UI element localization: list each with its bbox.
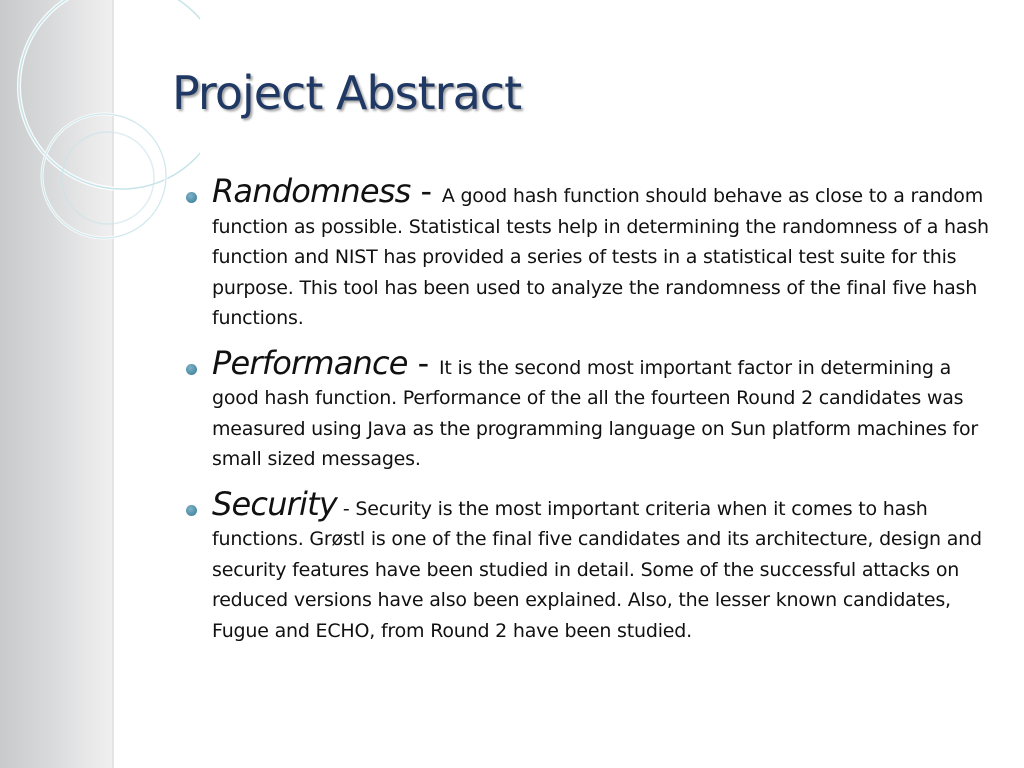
bullet-dot-icon: [186, 505, 197, 516]
bullet-list: [186, 172, 992, 660]
bullet-text: It is the second most important factor in determining a good hash function. Performance of the all the fourteen Round 2 candidates was measured using Java as the programming language on Sun platform machines for small sized messages.: [212, 356, 979, 470]
bullet-text: Security is the most important criteria when it comes to hash functions. Grøstl is one of the final five candidates and its architecture, design and security features have been studied in detail. Some of the successful attacks on reduced versions have also been explained. Also, the lesser known candidates, Fugue and ECHO, from Round 2 have been studied.: [212, 497, 982, 642]
bullet-term: Randomness: [212, 172, 411, 210]
decorative-rings: [0, 0, 200, 300]
bullet-separator: -: [410, 172, 442, 210]
bullet-term: Performance: [212, 343, 408, 382]
bullet-item-randomness: [186, 172, 992, 334]
bullet-separator: -: [337, 497, 356, 520]
bullet-item-security: [186, 484, 992, 647]
bullet-text: A good hash function should behave as close to a random function as possible. Statistical tests help in determining the randomness of a hash function and NIST has provided a series of tests in a statistical test suite for this purpose. This tool has been used to analyze the randomness of the final five hash functions.: [212, 185, 989, 329]
bullet-separator: -: [407, 343, 439, 382]
bullet-item-performance: [186, 343, 992, 475]
bullet-dot-icon: [186, 364, 197, 375]
bullet-term: Security: [212, 484, 338, 523]
slide-title: Project Abstract: [172, 66, 522, 120]
bullet-dot-icon: [186, 192, 197, 203]
